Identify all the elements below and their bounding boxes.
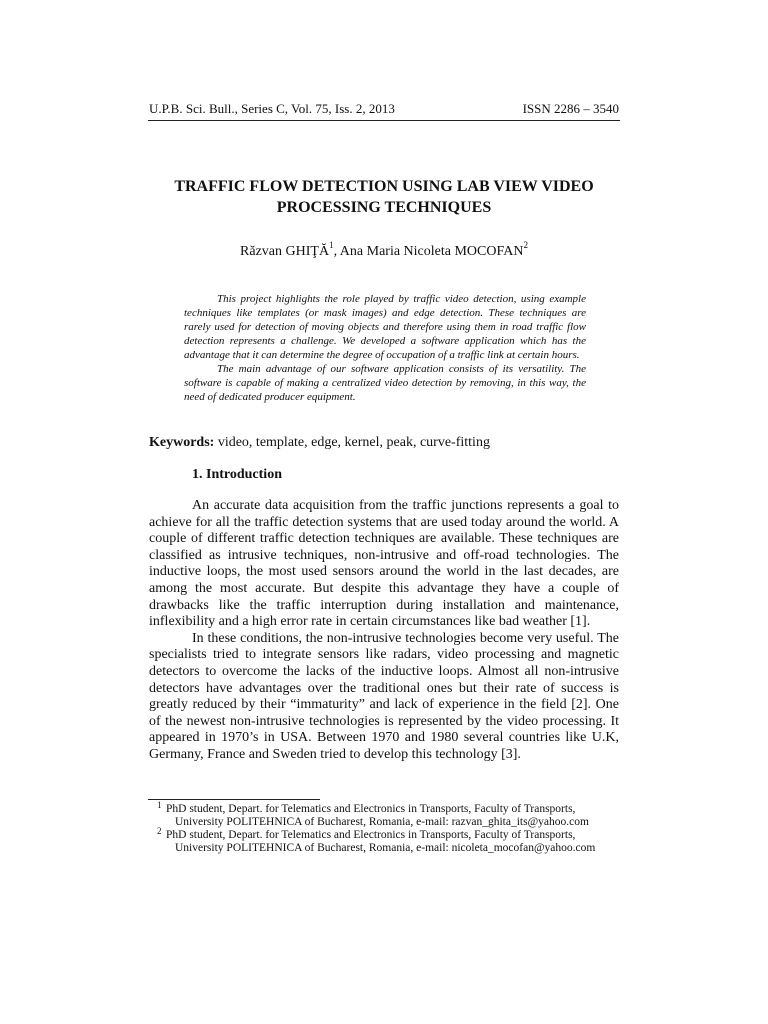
introduction-paragraph-1: An accurate data acquisition from the traffic junctions represents a goal to achieve for all the traffic detection systems that are used today around the world. A couple of different traffic detection techniques are available. These techniques are classified as intrusive techniques, non-intrusive and off-road technologies. The inductive loops, the most used sensors around the world in the last decades, are among the most accurate. But despite this advantage they have a couple of drawbacks like the traffic interruption during installation and maintenance, inflexibility and a high error rate in certain circumstances like bad weather [1]. — [149, 498, 619, 630]
footnote-1: 1 PhD student, Depart. for Telematics and Electronics in Transports, Faculty of Transports, University POLITEHNICA of Bucharest, Romania, e-mail: razvan_ghita_its@yahoo.com — [148, 803, 620, 829]
issn-label: ISSN 2286 – 3540 — [522, 101, 619, 116]
author-1: Răzvan GHIŢĂ — [240, 244, 330, 259]
abstract-paragraph-2: The main advantage of our software application consists of its versatility. The software is capable of making a centralized video detection by removing, in this way, the need of dedicated producer equipment. — [184, 363, 586, 403]
footnote-rule — [148, 799, 320, 800]
author-list — [148, 240, 620, 261]
author-2-footnote-mark: 2 — [523, 240, 528, 250]
title-line-2: PROCESSING TECHNIQUES — [276, 199, 492, 216]
header-rule — [148, 120, 620, 121]
footnote-2-line-2: University POLITEHNICA of Bucharest, Romania, e-mail: nicoleta_mocofan@yahoo.com — [175, 842, 596, 854]
abstract — [184, 292, 586, 404]
keywords-label: Keywords: — [149, 435, 215, 450]
footnote-1-line-1: PhD student, Depart. for Telematics and Electronics in Transports, Faculty of Transports, — [166, 803, 576, 815]
footnote-2-line-1: PhD student, Depart. for Telematics and Electronics in Transports, Faculty of Transports, — [166, 829, 576, 841]
footnotes — [148, 800, 620, 855]
running-header — [149, 101, 619, 119]
author-1-footnote-mark: 1 — [329, 240, 334, 250]
author-2: Ana Maria Nicoleta MOCOFAN — [339, 244, 524, 259]
keywords-list: video, template, edge, kernel, peak, curve-fitting — [214, 435, 490, 450]
section-heading-introduction: 1. Introduction — [192, 467, 282, 482]
journal-citation: U.P.B. Sci. Bull., Series C, Vol. 75, Iss. 2, 2013 — [149, 101, 395, 116]
introduction-body — [149, 498, 619, 764]
paper-title — [148, 176, 620, 218]
footnote-1-line-2: University POLITEHNICA of Bucharest, Romania, e-mail: razvan_ghita_its@yahoo.com — [175, 816, 589, 828]
abstract-paragraph-1: This project highlights the role played by traffic video detection, using example techniques like templates (or mask images) and edge detection. These techniques are rarely used for detection of moving objects and therefore using them in road traffic flow detection represents a challenge. We developed a software application which has the advantage that it can determine the degree of occupation of a traffic link at certain hours. — [184, 293, 586, 361]
footnote-2: 2 PhD student, Depart. for Telematics and Electronics in Transports, Faculty of Transports, University POLITEHNICA of Bucharest, Romania, e-mail: nicoleta_mocofan@yahoo.com — [148, 829, 620, 855]
keywords-line — [149, 434, 619, 452]
author-separator: , — [333, 244, 340, 259]
title-line-1: TRAFFIC FLOW DETECTION USING LAB VIEW VIDEO — [174, 178, 594, 195]
introduction-paragraph-2: In these conditions, the non-intrusive technologies become very useful. The specialists tried to integrate sensors like radars, video processing and magnetic detectors to overcome the lacks of the inductive loops. Almost all non-intrusive detectors have advantages over the traditional ones but their rate of success is greatly reduced by their “immaturity” and lack of experience in the field [2]. One of the newest non-intrusive technologies is represented by the video processing. It appeared in 1970’s in USA. Between 1970 and 1980 several countries like U.K, Germany, France and Sweden tried to develop this technology [3]. — [149, 630, 619, 762]
